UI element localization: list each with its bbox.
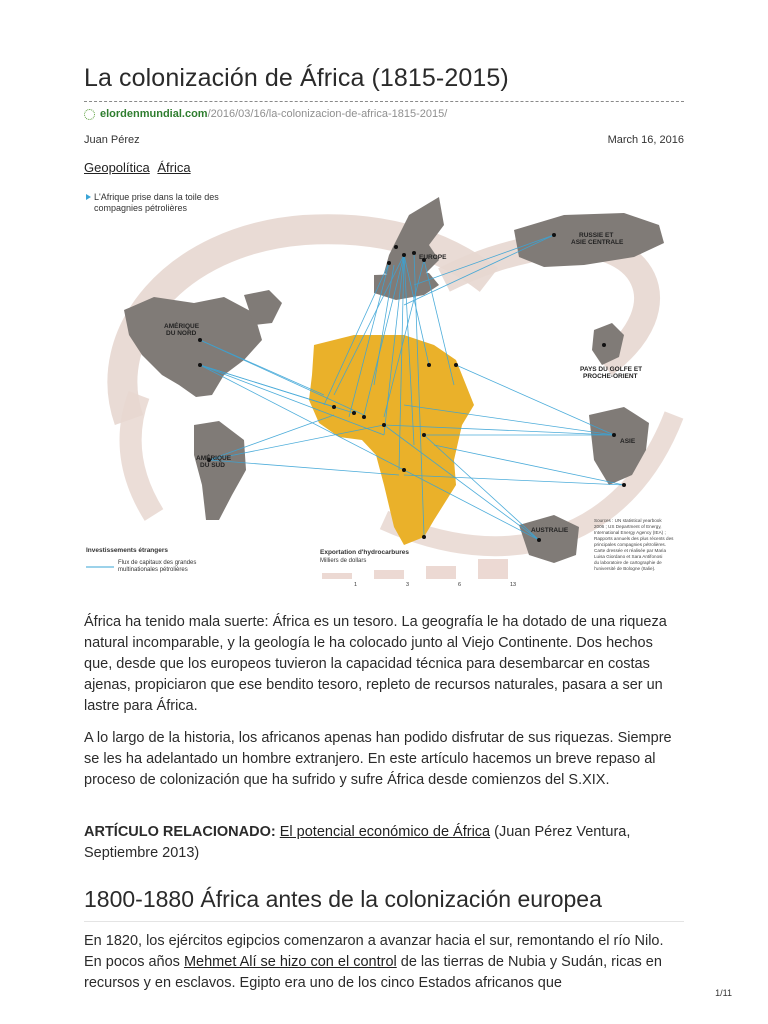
legend-flux-line2: multinationales pétrolières: [118, 567, 188, 573]
map-caption-line1: L'Afrique prise dans la toile des: [94, 192, 219, 202]
legend-scale-3: 3: [406, 582, 410, 588]
legend-scale-6: 6: [458, 582, 462, 588]
label-europe: EUROPE: [419, 254, 447, 261]
source-path: /2016/03/16/la-colonizacion-de-africa-1815-2015/: [207, 108, 448, 120]
source-domain-link[interactable]: elordenmundial.com: [100, 108, 208, 120]
title-divider: [84, 101, 684, 102]
legend-scale-13: 13: [510, 582, 517, 588]
africa-oil-map: [84, 185, 686, 595]
body-paragraph-1: África ha tenido mala suerte: África es un tesoro. La geografía le ha dotado de una riqueza natural incomparable, y la geología le ha colocado junto al Viejo Continente. Dos hechos que, desde que los europeos tuvieron la capacidad técnica para desembarcar en costas ajenas, propiciaron que ese bendito tesoro, repleto de recursos naturales, pasara a ser un lastre para África.: [84, 614, 667, 714]
label-namerica-1: AMÉRIQUE: [164, 323, 200, 330]
label-gulf-2: PROCHE-ORIENT: [583, 373, 638, 380]
legend-export-unit: Milliers de dollars: [320, 558, 367, 564]
map-source-line: Carte dressée et réalisée par Maria: [594, 548, 667, 553]
legend-investments-title: Investissements étrangers: [86, 547, 169, 554]
mehmet-ali-link[interactable]: Mehmet Alí se hizo con el control: [183, 954, 397, 970]
map-source-line: du laboratoire de cartographie de: [594, 560, 662, 565]
related-suffix: (Juan Pérez Ventura, Septiembre 2013): [84, 824, 631, 861]
page-number: 1/11: [715, 988, 732, 998]
source-line: [84, 108, 447, 120]
site-favicon-icon: [84, 109, 95, 120]
map-source-line: 2006 ; US Department of Energy,: [594, 524, 662, 529]
publish-date: March 16, 2016: [607, 134, 684, 146]
map-source-line: International Energy Agency (IEA) ;: [594, 530, 666, 535]
legend-scale-bar-13: [478, 559, 508, 579]
tag-list: [84, 160, 195, 175]
label-gulf-1: PAYS DU GOLFE ET: [580, 366, 643, 373]
paragraph-4-part-b: de las tierras de Nubia y Sudán, ricas en recursos y en esclavos. Egipto era uno de los cinco Estados africanos que: [84, 954, 662, 991]
map-source-line: Rapports annuels des plus récents des: [594, 536, 674, 541]
tag-link-geopolitica[interactable]: Geopolítica: [84, 160, 150, 175]
map-source-line: l'université de Bologne (Italie).: [594, 566, 656, 571]
article-title: La colonización de África (1815-2015): [84, 64, 509, 92]
legend-scale-bar-1: [322, 573, 352, 579]
label-asia: ASIE: [620, 438, 636, 445]
section-heading: 1800-1880 África antes de la colonización europea: [84, 886, 684, 922]
related-label: ARTÍCULO RELACIONADO:: [84, 824, 276, 840]
label-namerica-2: DU NORD: [166, 330, 197, 337]
body-paragraph-4: [84, 931, 684, 994]
map-source-line: Luisa Giordano et Sara Antifonosi: [594, 554, 663, 559]
author-name: Juan Pérez: [84, 134, 140, 146]
label-samerica-1: AMÉRIQUE: [196, 455, 232, 462]
label-australia: AUSTRALIE: [531, 527, 569, 534]
legend-scale-1: 1: [354, 582, 358, 588]
map-caption-line2: compagnies pétrolières: [94, 203, 188, 213]
body-paragraph-2: A lo largo de la historia, los africanos apenas han podido disfrutar de sus riquezas. Siempre se les ha adelantado un hombre extranjero. En este artículo hacemos un breve repaso al proceso de colonización que ha sufrido y sufre África desde comienzos del S.XIX.: [84, 730, 672, 788]
legend-flux-line1: Flux de capitaux des grandes: [118, 560, 197, 566]
label-russia-1: RUSSIE ET: [579, 232, 614, 239]
legend-scale-bar-6: [426, 566, 456, 579]
legend-export-title: Exportation d'hydrocarbures: [320, 549, 409, 556]
map-source-line: principales compagnies pétrolières.: [594, 542, 667, 547]
label-russia-2: ASIE CENTRALE: [571, 239, 624, 246]
related-article: [84, 822, 684, 864]
legend-scale-bar-3: [374, 570, 404, 579]
paragraph-4-part-a: En 1820, los ejércitos egipcios comenzaron a avanzar hacia el sur, remontando el río Nilo. En pocos años: [84, 933, 664, 970]
map-source-line: Sources : UN statistical yearbook: [594, 518, 662, 523]
label-samerica-2: DU SUD: [200, 462, 225, 469]
tag-link-africa[interactable]: África: [157, 160, 191, 175]
related-article-link[interactable]: El potencial económico de África: [279, 824, 491, 840]
